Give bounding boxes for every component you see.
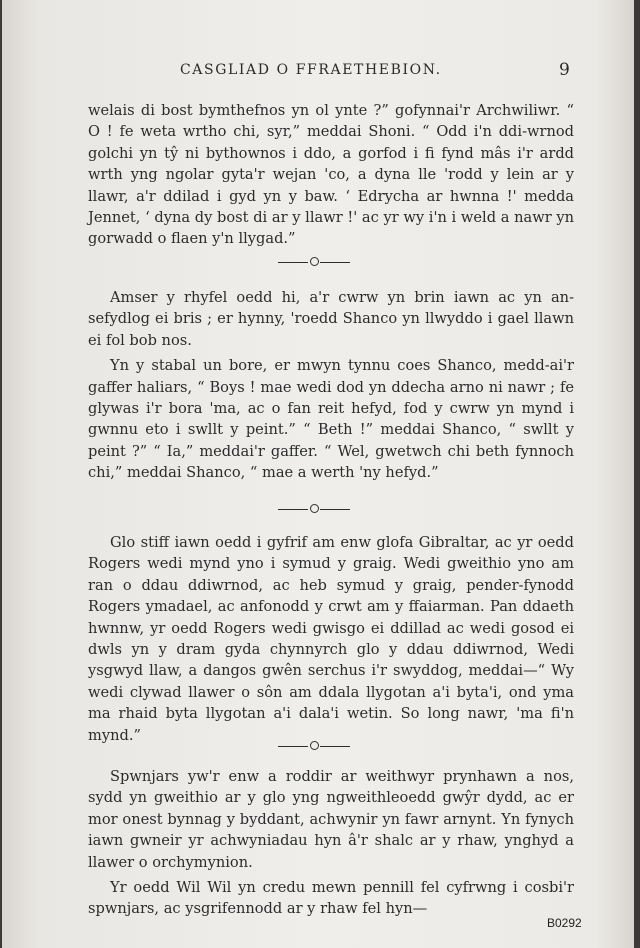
section-2 — [88, 287, 574, 484]
archive-code: B0292 — [547, 916, 582, 930]
paragraph: Glo stiff iawn oedd i gyfrif am enw glofa Gibraltar, ac yr oedd Rogers wedi mynd yno i symud y graig. Wedi gweithio yno am ran o ddau ddiwrnod, ac heb symud y graig, pender-fynodd Rogers ymadael, ac anfonodd y crwt am y ffaiarman. Pan ddaeth hwnnw, yr oedd Rogers wedi gwisgo ei ddillad ac wedi gosod ei dwls yn y dram gyda chynnyrch glo y ddau ddiwrnod, Wedi ysgwyd llaw, a dangos gwên serchus i'r swyddog, meddai—“ Wy wedi clywad llawer o sôn am ddala llygotan a'i byta'i, ond yma ma rhaid byta llygotan a'i dala'i wetin. So long nawr, 'ma fi'n mynd.” — [88, 534, 574, 744]
book-page — [2, 0, 634, 948]
paragraph: Yr oedd Wil Wil yn credu mewn pennill fel cyfrwng i cosbi'r spwnjars, ac ysgrifennodd ar y rhaw fel hyn— — [88, 879, 574, 918]
paragraph: welais di bost bymthefnos yn ol ynte ?” gofynnai'r Archwiliwr. “ O ! fe weta wrtho chi, syr,” meddai Shoni. “ Odd i'n ddi-wrnod golchi yn tŷ ni bythownos i ddo, a gorfod i fi fynd mâs i'r ardd wrth yng ngolar gyta'r wejan 'co, a dyna lle 'rodd y lein ar y llawr, a'r ddilad i gyd yn y baw. ‘ Edrycha ar hwnna !' medda Jennet, ‘ dyna dy bost di ar y llawr !' ac yr wy i'n i weld a nawr yn gorwadd o flaen y'n llygad.” — [88, 102, 574, 248]
running-title: CASGLIAD O FFRAETHEBION. — [180, 62, 442, 78]
section-divider — [278, 504, 350, 516]
paragraph: Spwnjars yw'r enw a roddir ar weithwyr prynhawn a nos, sydd yn gweithio ar y glo yng ngweithleoedd gwŷr dydd, ac er mor onest bynnag y byddant, achwynir yn fawr arnynt. Yn fynych iawn gwneir yr achwyniadau hyn â'r shalc ar y rhaw, ynghyd a llawer o orchymynion. — [88, 768, 574, 871]
divider-ornament — [310, 504, 319, 513]
paragraph: Yn y stabal un bore, er mwyn tynnu coes Shanco, medd-ai'r gaffer haliars, “ Boys ! mae wedi dod yn ddecha arno ni nawr ; fe glywas i'r bora 'ma, ac o fan reit hefyd, fod y cwrw yn mynd i gwnnu eto i swllt y peint.” “ Beth !” meddai Shanco, “ swllt y peint ?” “ Ia,” meddai'r gaffer. “ Wel, gwetwch chi beth fynnoch chi,” meddai Shanco, “ mae a werth 'ny hefyd.” — [88, 357, 574, 482]
section-1 — [88, 100, 574, 250]
section-divider — [278, 741, 350, 753]
divider-ornament — [310, 257, 319, 266]
paragraph: Amser y rhyfel oedd hi, a'r cwrw yn brin iawn ac yn an-sefydlog ei bris ; er hynny, 'roedd Shanco yn llwyddo i gael llawn ei fol bob nos. — [88, 289, 574, 349]
page-number: 9 — [559, 60, 570, 80]
section-3 — [88, 532, 574, 746]
running-header — [2, 62, 634, 84]
section-4 — [88, 766, 574, 920]
divider-ornament — [310, 741, 319, 750]
section-divider — [278, 257, 350, 269]
